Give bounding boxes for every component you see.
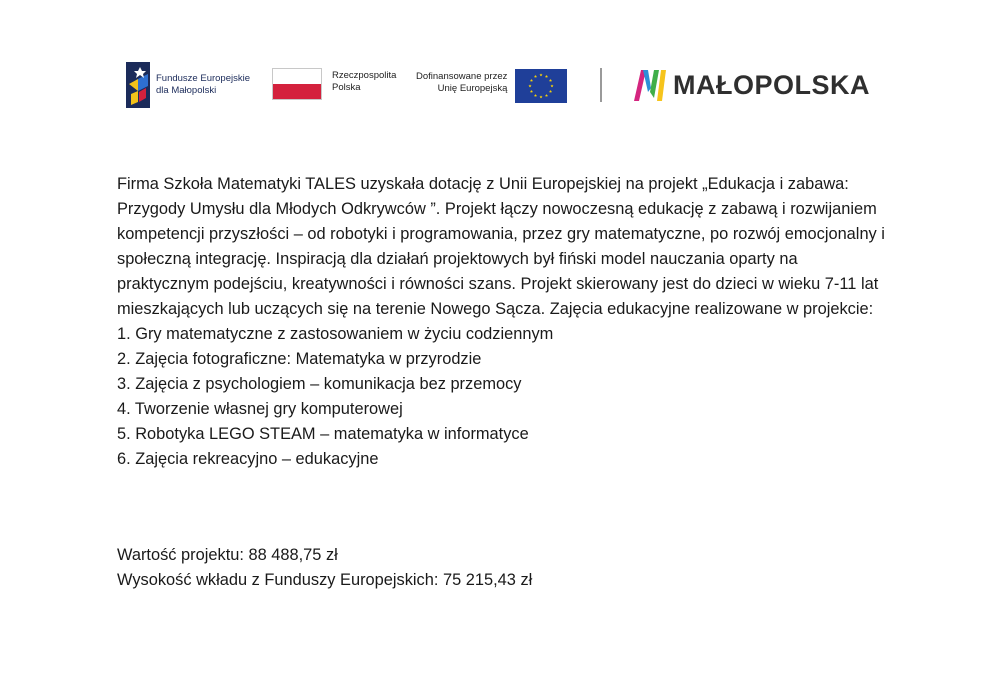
logo-divider [600,68,602,102]
eu-line2: Unię Europejską [437,83,508,94]
activities-list [117,322,887,472]
logo-bar [0,0,1001,130]
logo-unia-europejska [416,69,567,103]
malopolska-m-icon [633,68,667,102]
rp-line1: Rzeczpospolita [332,70,397,81]
rp-line2: Polska [332,82,361,93]
fundusze-europejskie-icon [126,62,150,108]
malopolska-name: MAŁOPOLSKA [673,70,870,100]
list-item: 4. Tworzenie własnej gry komputerowej [117,400,403,418]
list-item: 5. Robotyka LEGO STEAM – matematyka w informatyce [117,425,529,443]
polish-flag-icon [272,68,322,100]
logo-rzeczpospolita-polska [272,68,396,100]
project-values [117,543,532,593]
list-item: 6. Zajęcia rekreacyjno – edukacyjne [117,450,379,468]
list-item: 1. Gry matematyczne z zastosowaniem w życiu codziennym [117,325,554,343]
project-value: Wartość projektu: 88 488,75 zł [117,546,338,564]
logo-fundusze-europejskie [126,62,250,108]
logo-malopolska [633,68,870,102]
list-item: 3. Zajęcia z psychologiem – komunikacja bez przemocy [117,375,522,393]
eu-contribution: Wysokość wkładu z Funduszy Europejskich: 75 215,43 zł [117,571,533,589]
fe-line1: Fundusze Europejskie [156,73,250,84]
fe-line2: dla Małopolski [156,85,217,96]
eu-line1: Dofinansowane przez [416,71,508,82]
list-item: 2. Zajęcia fotograficzne: Matematyka w przyrodzie [117,350,482,368]
intro-paragraph: Firma Szkoła Matematyki TALES uzyskała dotację z Unii Europejskiej na projekt „Edukacja i zabawa: Przygody Umysłu dla Młodych Odkrywców ”. Projekt łączy nowoczesną edukację z zabawą i rozwijaniem kompetencji przyszłości – od robotyki i programowania, przez gry matematyczne, po rozwój emocjonalny i społeczną integrację. Inspiracją dla działań projektowych był fiński model nauczania oparty na praktycznym podejściu, kreatywności i równości szans. Projekt skierowany jest do dzieci w wieku 7-11 lat mieszkających lub uczących się na terenie Nowego Sącza. Zajęcia edukacyjne realizowane w projekcie: [117,175,885,318]
eu-flag-icon [515,69,567,103]
project-description [117,172,887,472]
